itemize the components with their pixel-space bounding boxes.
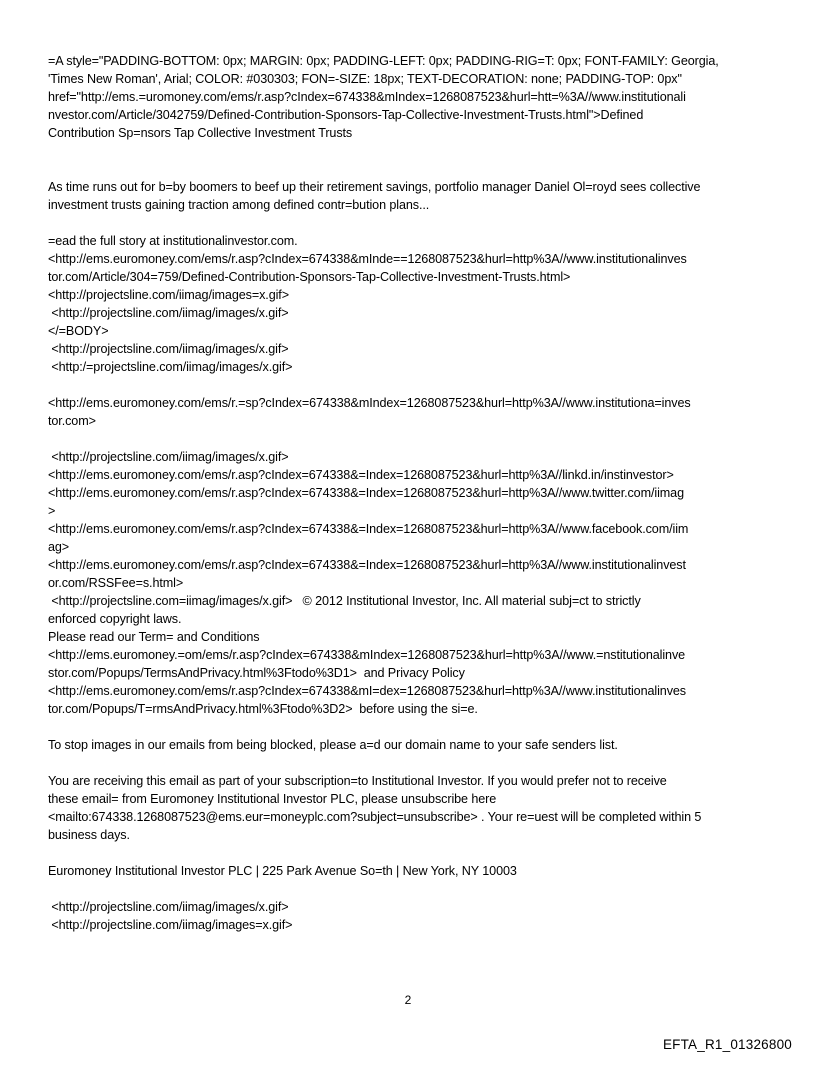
text-line: tor.com/Article/304=759/Defined-Contribution-Sponsors-Tap-Collective-Investment-Trusts.html> [48, 270, 571, 284]
text-line: <http://ems.euromoney.com/ems/r.asp?cIndex=674338&=Index=1268087523&hurl=http%3A//www.twitter.com/iimag [48, 486, 684, 500]
text-line: <http://ems.euromoney.com/ems/r.asp?cIndex=674338&=Index=1268087523&hurl=http%3A//www.institutionalinvest [48, 558, 686, 572]
text-line: tor.com> [48, 414, 96, 428]
text-line: </=BODY> [48, 324, 109, 338]
text-line: <http://projectsline.com/iimag/images/x.gif> [48, 450, 289, 464]
text-line: nvestor.com/Article/3042759/Defined-Contribution-Sponsors-Tap-Collective-Investment-Trusts.html">Defined [48, 108, 644, 122]
paragraph-trailing-images [48, 898, 772, 934]
paragraph-address [48, 862, 772, 880]
text-line: tor.com/Popups/T=rmsAndPrivacy.html%3Ftodo%3D2> before using the si=e. [48, 702, 478, 716]
paragraph-safe-senders [48, 736, 772, 754]
paragraph-social-links [48, 448, 772, 718]
paragraph-home-link [48, 394, 772, 430]
text-line: <http://projectsline.com/iimag/images=x.gif> [48, 288, 289, 302]
document-id: EFTA_R1_01326800 [662, 1037, 792, 1052]
text-line: stor.com/Popups/TermsAndPrivacy.html%3Ftodo%3D1> and Privacy Policy [48, 666, 465, 680]
text-line: or.com/RSSFee=s.html> [48, 576, 184, 590]
paragraph-link-markup [48, 52, 772, 142]
text-line: <http://projectsline.com/iimag/images/x.gif> [48, 306, 289, 320]
text-line: To stop images in our emails from being blocked, please a=d our domain name to your safe senders list. [48, 738, 618, 752]
paragraph-read-more [48, 232, 772, 376]
text-line: investment trusts gaining traction among defined contr=bution plans... [48, 198, 430, 212]
text-line: <http://ems.euromoney.com/ems/r.asp?cIndex=674338&mI=dex=1268087523&hurl=http%3A//www.institutionalinves [48, 684, 686, 698]
text-line: 'Times New Roman', Arial; COLOR: #030303; FON=-SIZE: 18px; TEXT-DECORATION: none; PADDING-TOP: 0px" [48, 72, 682, 86]
paragraph-summary [48, 178, 772, 214]
text-line: <http://projectsline.com/iimag/images/x.gif> [48, 342, 289, 356]
text-line: Contribution Sp=nsors Tap Collective Investment Trusts [48, 126, 353, 140]
text-line: <http://ems.euromoney.com/ems/r.=sp?cIndex=674338&mIndex=1268087523&hurl=http%3A//www.institutiona=inves [48, 396, 691, 410]
text-line: href="http://ems.=uromoney.com/ems/r.asp?cIndex=674338&mIndex=1268087523&hurl=htt=%3A//www.institutionali [48, 90, 686, 104]
text-line: these email= from Euromoney Institutional Investor PLC, please unsubscribe here [48, 792, 497, 806]
text-line: <http://projectsline.com=iimag/images/x.gif> © 2012 Institutional Investor, Inc. All material subj=ct to strictly [48, 594, 641, 608]
text-line: <http://projectsline.com/iimag/images/x.gif> [48, 900, 289, 914]
text-line: As time runs out for b=by boomers to beef up their retirement savings, portfolio manager Daniel Ol=royd sees collective [48, 180, 701, 194]
text-line: <mailto:674338.1268087523@ems.eur=moneyplc.com?subject=unsubscribe> . Your re=uest will be completed within 5 [48, 810, 702, 824]
email-body [48, 52, 772, 952]
text-line: <http://ems.euromoney.com/ems/r.asp?cIndex=674338&=Index=1268087523&hurl=http%3A//www.facebook.com/iim [48, 522, 689, 536]
paragraph-unsubscribe [48, 772, 772, 844]
text-line: enforced copyright laws. [48, 612, 182, 626]
text-line: <http:/=projectsline.com/iimag/images/x.gif> [48, 360, 293, 374]
text-line: You are receiving this email as part of your subscription=to Institutional Investor. If you would prefer not to receive [48, 774, 667, 788]
text-line: =ead the full story at institutionalinvestor.com. [48, 234, 298, 248]
text-line: <http://ems.euromoney.com/ems/r.asp?cIndex=674338&=Index=1268087523&hurl=http%3A//linkd.in/instinvestor> [48, 468, 674, 482]
page-number: 2 [404, 993, 412, 1007]
text-line: =A style="PADDING-BOTTOM: 0px; MARGIN: 0px; PADDING-LEFT: 0px; PADDING-RIG=T: 0px; FONT-FAMILY: Georgia, [48, 54, 719, 68]
text-line: business days. [48, 828, 130, 842]
text-line: <http://ems.euromoney.=om/ems/r.asp?cIndex=674338&mIndex=1268087523&hurl=http%3A//www.=nstitutionalinve [48, 648, 686, 662]
text-line: <http://projectsline.com/iimag/images=x.gif> [48, 918, 293, 932]
text-line: Euromoney Institutional Investor PLC | 225 Park Avenue So=th | New York, NY 10003 [48, 864, 517, 878]
text-line: > [48, 504, 56, 518]
text-line: <http://ems.euromoney.com/ems/r.asp?cIndex=674338&mInde==1268087523&hurl=http%3A//www.institutionalinves [48, 252, 687, 266]
text-line: Please read our Term= and Conditions [48, 630, 260, 644]
text-line: ag> [48, 540, 70, 554]
